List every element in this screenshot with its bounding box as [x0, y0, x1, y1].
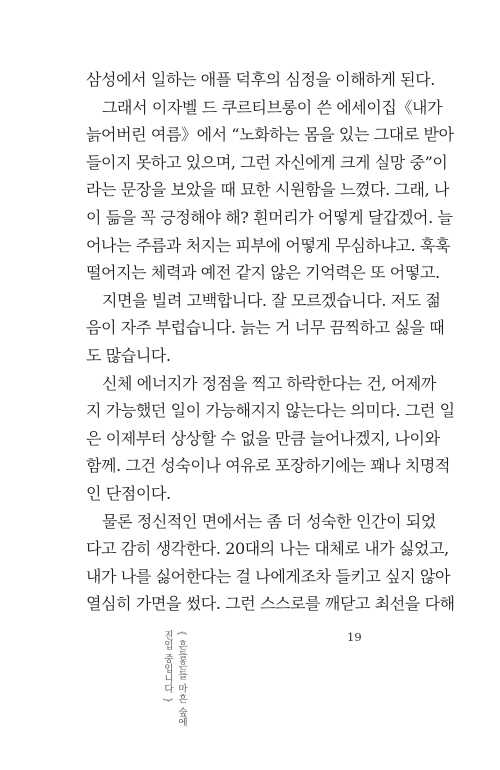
body-line: 은 이제부터 상상할 수 없을 만큼 늘어나겠지, 나이와: [86, 428, 440, 448]
body-line: 내가 나를 싫어한다는 걸 나에게조차 들키고 싶지 않아: [86, 566, 451, 586]
close-brace: }: [162, 697, 173, 704]
body-line: 삼성에서 일하는 애플 덕후의 심정을 이해하게 된다.: [86, 70, 435, 89]
body-line: 열심히 가면을 썼다. 그런 스스로를 깨닫고 최선을 다해: [86, 594, 455, 614]
body-line: 떨어지는 체력과 예전 같지 않은 기억력은 또 어떻고.: [86, 263, 440, 283]
body-text: [86, 66, 455, 618]
body-line: 그래서 이자벨 드 쿠르티브롱이 쓴 에세이집《내가: [102, 97, 443, 117]
book-title-line-2: 진입 중입니다: [162, 630, 173, 694]
body-line: 도 많습니다.: [86, 345, 171, 365]
open-brace: {: [176, 630, 187, 637]
body-line: 음이 자주 부럽습니다. 늙는 거 너무 끔찍하고 싫을 때: [86, 318, 445, 338]
book-title-line-1: 흔들흔들 마흔 숲에: [176, 640, 187, 728]
body-line: 라는 문장을 보았을 때 묘한 시원함을 느꼈다. 그래, 나: [86, 180, 450, 200]
running-footer-book-title: [160, 630, 188, 740]
body-line: 이 듦을 꼭 긍정해야 해? 흰머리가 어떻게 달갑겠어. 늘: [86, 207, 453, 227]
body-line: 함께. 그건 성숙이나 여유로 포장하기에는 꽤나 치명적: [86, 456, 451, 476]
body-line: 어나는 주름과 처지는 피부에 어떻게 무심하냐고. 훅훅: [86, 235, 451, 255]
page-number: 19: [347, 630, 362, 644]
body-line: 신체 에너지가 정점을 찍고 하락한다는 건, 어제까: [102, 373, 436, 393]
body-line: 늙어버린 여름》에서 “노화하는 몸을 있는 그대로 받아: [86, 125, 454, 145]
body-line: 다고 감히 생각한다. 20대의 나는 대체로 내가 싫었고,: [86, 539, 449, 559]
body-line: 들이지 못하고 있으며, 그런 자신에게 크게 실망 중”이: [86, 152, 448, 172]
body-line: 인 단점이다.: [86, 483, 171, 503]
body-line: 지면을 빌려 고백합니다. 잘 모르겠습니다. 저도 젊: [102, 290, 441, 310]
body-line: 지 가능했던 일이 가능해지지 않는다는 의미다. 그런 일: [86, 401, 455, 421]
body-line: 물론 정신적인 면에서는 좀 더 성숙한 인간이 되었: [102, 511, 436, 531]
